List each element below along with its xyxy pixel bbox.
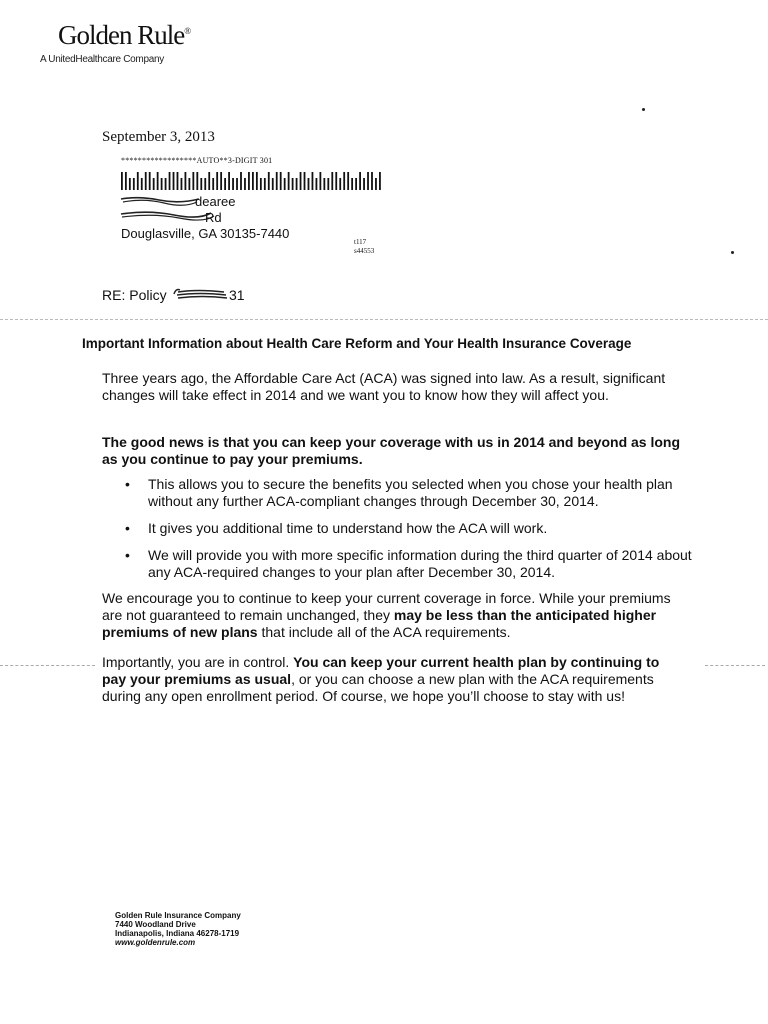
scan-speck [731,251,734,254]
encourage-text: We encourage you to continue to keep your current coverage in force. While your premiums are not guaranteed to remain unchanged, they [102,590,671,623]
scan-speck [642,108,645,111]
fold-line [0,319,768,322]
control-emphasis: You can keep your current health plan by continuing to pay your premiums as usual [102,654,660,687]
scan-mark [0,665,95,667]
control-paragraph [102,654,682,705]
re-label: RE: Policy [102,287,167,303]
good-news-paragraph: The good news is that you can keep your coverage with us in 2014 and beyond as long as you continue to pay your premiums. [102,434,681,467]
policy-number-suffix: 31 [229,287,245,303]
address-street-partial: Rd [205,210,222,225]
footer-company: Golden Rule Insurance Company [115,911,241,920]
letter-date: September 3, 2013 [102,129,215,145]
encourage-paragraph [102,590,682,641]
mail-code: t117 [354,238,367,246]
list-item: • This allows you to secure the benefits you selected when you chose your health plan without any further ACA-compliant changes through December 30, 2014. [122,476,692,510]
control-text: Importantly, you are in control. [102,654,294,670]
intro-paragraph: Three years ago, the Affordable Care Act (ACA) was signed into law. As a result, significant changes will take effect in 2014 and we want you to know how they will affect you. [102,370,666,403]
footer-street: 7440 Woodland Drive [115,920,196,929]
mail-code: s44553 [354,247,375,255]
logo-text: Golden Rule [58,20,185,50]
footer-url: www.goldenrule.com [115,938,196,947]
policy-redaction [172,286,230,302]
list-item: • We will provide you with more specific information during the third quarter of 2014 about any ACA-required changes to your plan after December 30, 2014. [122,547,692,581]
scan-mark [705,665,765,667]
control-text-end: , or you can choose a new plan with the ACA requirements during any open enrollment period. Of course, we hope you’ll choose to stay with us! [102,671,654,704]
encourage-text-end: that include all of the ACA requirements. [257,624,511,640]
footer-city: Indianapolis, Indiana 46278-1719 [115,929,240,938]
benefits-list [122,476,692,591]
address-city-line: Douglasville, GA 30135-7440 [121,226,290,241]
company-logo [58,20,191,51]
mail-codes [354,238,374,256]
list-item: • It gives you additional time to understand how the ACA will work. [122,520,692,537]
footer-address [115,911,241,947]
address-name-partial: dearee [195,194,236,209]
letter-heading: Important Information about Health Care Reform and Your Health Insurance Coverage [82,336,632,351]
postal-barcode [121,172,383,190]
registered-mark: ® [184,26,192,36]
auto-sort-line: ******************AUTO**3-DIGIT 301 [121,156,273,165]
encourage-emphasis: may be less than the anticipated higher premiums of new plans [102,607,657,640]
logo-tagline: A UnitedHealthcare Company [40,54,164,65]
